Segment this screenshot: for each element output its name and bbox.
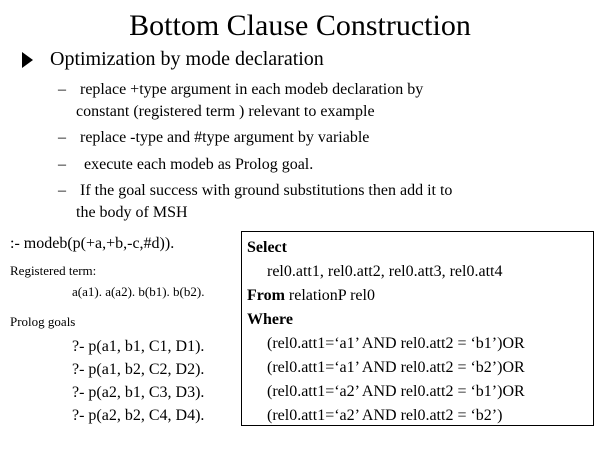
sql-condition: (rel0.att1=‘a1’ AND rel0.att2 = ‘b1’)OR xyxy=(267,335,525,352)
subbullet-3 xyxy=(58,154,313,176)
sql-from-clause xyxy=(247,284,375,308)
slide-title: Bottom Clause Construction xyxy=(129,9,471,42)
subbullet-2-line1: replace -type and #type argument by variable xyxy=(80,129,370,146)
main-bullet: Optimization by mode declaration xyxy=(50,48,324,70)
prolog-goal: ?- p(a2, b2, C4, D4). xyxy=(72,407,205,424)
subbullet-4-line1: If the goal success with ground substitutions then add it to xyxy=(80,182,453,199)
sql-from-table: relationP rel0 xyxy=(288,287,375,304)
modeb-declaration: :- modeb(p(+a,+b,-c,#d)). xyxy=(10,235,175,252)
subbullet-3-line1: execute each modeb as Prolog goal. xyxy=(80,156,314,173)
subbullet-2 xyxy=(58,127,369,149)
subbullet-4-line2: the body of MSH xyxy=(76,204,188,221)
prolog-goal: ?- p(a1, b2, C2, D2). xyxy=(72,361,205,378)
prolog-goal: ?- p(a2, b1, C3, D3). xyxy=(72,384,205,401)
registered-term-value: a(a1). a(a2). b(b1). b(b2). xyxy=(72,284,205,299)
subbullet-1 xyxy=(58,79,423,101)
dash-mark: – xyxy=(58,182,66,199)
subbullet-1-line1: replace +type argument in each modeb declaration by xyxy=(80,81,424,98)
prolog-goals-label: Prolog goals xyxy=(10,314,76,329)
dash-mark: – xyxy=(58,81,66,98)
sql-select-columns: rel0.att1, rel0.att2, rel0.att3, rel0.att4 xyxy=(267,263,503,280)
sql-where-keyword: Where xyxy=(247,311,293,328)
prolog-goal: ?- p(a1, b1, C1, D1). xyxy=(72,338,205,355)
subbullet-1-line2: constant (registered term ) relevant to example xyxy=(76,103,375,120)
sql-select-keyword: Select xyxy=(247,239,287,256)
sql-condition: (rel0.att1=‘a2’ AND rel0.att2 = ‘b1’)OR xyxy=(267,383,525,400)
sql-from-keyword: From xyxy=(247,287,285,304)
dash-mark: – xyxy=(58,156,66,173)
bullet-arrow-icon xyxy=(22,52,33,68)
sql-condition: (rel0.att1=‘a1’ AND rel0.att2 = ‘b2’)OR xyxy=(267,359,525,376)
dash-mark: – xyxy=(58,129,66,146)
sql-condition: (rel0.att1=‘a2’ AND rel0.att2 = ‘b2’) xyxy=(267,407,503,424)
subbullet-4 xyxy=(58,180,452,202)
registered-term-label: Registered term: xyxy=(10,263,97,278)
